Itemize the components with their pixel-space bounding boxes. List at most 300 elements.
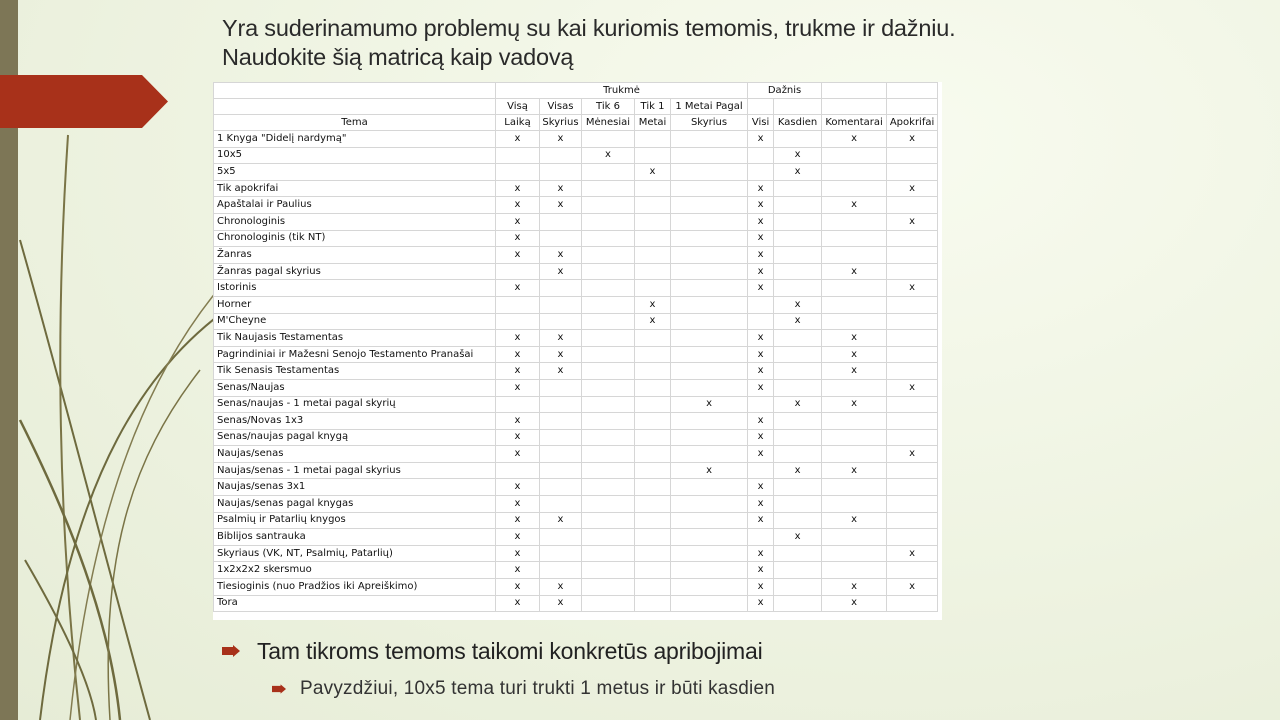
matrix-row: [214, 247, 938, 264]
mark-cell: x: [822, 197, 887, 214]
topic-cell: 1x2x2x2 skersmuo: [214, 562, 496, 579]
mark-cell: x: [635, 296, 671, 313]
mark-cell: [635, 462, 671, 479]
matrix-row: [214, 296, 938, 313]
matrix-row: [214, 280, 938, 297]
mark-cell: [582, 247, 635, 264]
mark-cell: x: [822, 396, 887, 413]
mark-cell: [635, 379, 671, 396]
topic-cell: Naujas/senas pagal knygas: [214, 496, 496, 513]
title-line-2: Naudokite šią matricą kaip vadovą: [222, 44, 574, 70]
matrix-row: [214, 579, 938, 596]
slide-title: [222, 14, 1222, 72]
mark-cell: x: [671, 396, 748, 413]
header-empty-cell: [214, 99, 496, 115]
mark-cell: [582, 562, 635, 579]
mark-cell: [582, 180, 635, 197]
mark-cell: x: [748, 213, 774, 230]
mark-cell: [540, 446, 582, 463]
topic-cell: Žanras pagal skyrius: [214, 263, 496, 280]
mark-cell: [887, 429, 938, 446]
mark-cell: [774, 131, 822, 148]
matrix-table: [213, 82, 938, 612]
mark-cell: [671, 313, 748, 330]
mark-cell: [748, 462, 774, 479]
mark-cell: x: [748, 579, 774, 596]
mark-cell: [540, 280, 582, 297]
topic-cell: M'Cheyne: [214, 313, 496, 330]
mark-cell: x: [496, 512, 540, 529]
column-header: [748, 99, 774, 115]
mark-cell: x: [748, 595, 774, 612]
mark-cell: x: [887, 579, 938, 596]
mark-cell: x: [496, 379, 540, 396]
mark-cell: x: [496, 579, 540, 596]
mark-cell: x: [887, 180, 938, 197]
mark-cell: x: [540, 330, 582, 347]
mark-cell: [887, 512, 938, 529]
mark-cell: x: [540, 363, 582, 380]
mark-cell: [635, 545, 671, 562]
mark-cell: x: [774, 147, 822, 164]
mark-cell: [635, 180, 671, 197]
column-header: Metai: [635, 115, 671, 131]
topic-cell: Senas/naujas pagal knygą: [214, 429, 496, 446]
mark-cell: [671, 363, 748, 380]
matrix-row: [214, 413, 938, 430]
topic-cell: Tiesioginis (nuo Pradžios iki Apreiškimo): [214, 579, 496, 596]
topic-cell: Biblijos santrauka: [214, 529, 496, 546]
mark-cell: [540, 562, 582, 579]
mark-cell: [822, 379, 887, 396]
bullet-text-2: Pavyzdžiui, 10x5 tema turi trukti 1 metus ir būti kasdien: [300, 678, 775, 699]
bullet-item-2: [272, 672, 1222, 706]
mark-cell: [582, 164, 635, 181]
mark-cell: x: [748, 512, 774, 529]
mark-cell: [774, 247, 822, 264]
mark-cell: x: [822, 363, 887, 380]
mark-cell: [540, 396, 582, 413]
mark-cell: x: [496, 280, 540, 297]
mark-cell: [540, 545, 582, 562]
header-row: [214, 115, 938, 131]
mark-cell: [635, 346, 671, 363]
mark-cell: [887, 296, 938, 313]
mark-cell: x: [774, 313, 822, 330]
mark-cell: [887, 413, 938, 430]
mark-cell: [822, 180, 887, 197]
mark-cell: x: [496, 529, 540, 546]
mark-cell: [540, 230, 582, 247]
mark-cell: [540, 379, 582, 396]
mark-cell: [671, 579, 748, 596]
matrix-row: [214, 462, 938, 479]
mark-cell: [582, 330, 635, 347]
mark-cell: [671, 562, 748, 579]
matrix-row: [214, 529, 938, 546]
mark-cell: [635, 429, 671, 446]
mark-cell: [582, 379, 635, 396]
bullet-item-1: [222, 634, 1222, 668]
mark-cell: [671, 379, 748, 396]
mark-cell: x: [540, 180, 582, 197]
column-header: Apokrifai: [887, 115, 938, 131]
topic-cell: 1 Knyga "Didelį nardymą": [214, 131, 496, 148]
mark-cell: [635, 247, 671, 264]
header-group-daznis: Dažnis: [748, 83, 822, 99]
mark-cell: [671, 512, 748, 529]
mark-cell: x: [748, 429, 774, 446]
mark-cell: [635, 363, 671, 380]
mark-cell: [635, 595, 671, 612]
mark-cell: [822, 545, 887, 562]
mark-cell: [671, 529, 748, 546]
column-header: Skyrius: [671, 115, 748, 131]
matrix-row: [214, 429, 938, 446]
mark-cell: [822, 446, 887, 463]
mark-cell: x: [822, 330, 887, 347]
mark-cell: [887, 197, 938, 214]
column-header: Kasdien: [774, 115, 822, 131]
mark-cell: x: [748, 379, 774, 396]
bullet-list: [222, 634, 1222, 706]
mark-cell: x: [496, 413, 540, 430]
mark-cell: [822, 562, 887, 579]
topic-cell: Apaštalai ir Paulius: [214, 197, 496, 214]
mark-cell: [671, 545, 748, 562]
topic-cell: Horner: [214, 296, 496, 313]
mark-cell: x: [748, 413, 774, 430]
mark-cell: [887, 562, 938, 579]
mark-cell: x: [887, 280, 938, 297]
mark-cell: [774, 280, 822, 297]
mark-cell: x: [822, 579, 887, 596]
topic-cell: Naujas/senas 3x1: [214, 479, 496, 496]
mark-cell: [822, 429, 887, 446]
mark-cell: [635, 579, 671, 596]
column-header: Skyrius: [540, 115, 582, 131]
mark-cell: x: [671, 462, 748, 479]
mark-cell: [887, 529, 938, 546]
mark-cell: [748, 296, 774, 313]
matrix-row: [214, 346, 938, 363]
mark-cell: [671, 131, 748, 148]
header-empty-cell: [887, 83, 938, 99]
mark-cell: x: [822, 512, 887, 529]
arrow-bullet-icon: [272, 684, 286, 694]
mark-cell: x: [540, 346, 582, 363]
mark-cell: x: [748, 562, 774, 579]
column-header: Komentarai: [822, 115, 887, 131]
mark-cell: [496, 313, 540, 330]
mark-cell: [671, 330, 748, 347]
mark-cell: x: [496, 595, 540, 612]
mark-cell: [774, 512, 822, 529]
mark-cell: x: [887, 545, 938, 562]
mark-cell: x: [496, 197, 540, 214]
mark-cell: x: [496, 446, 540, 463]
bullet-text-1: Tam tikroms temoms taikomi konkretūs apribojimai: [257, 637, 763, 664]
matrix-row: [214, 562, 938, 579]
mark-cell: [887, 313, 938, 330]
mark-cell: [887, 263, 938, 280]
topic-cell: 5x5: [214, 164, 496, 181]
mark-cell: [496, 296, 540, 313]
mark-cell: [822, 164, 887, 181]
mark-cell: [887, 396, 938, 413]
mark-cell: [582, 213, 635, 230]
mark-cell: [540, 296, 582, 313]
mark-cell: [582, 579, 635, 596]
mark-cell: [822, 247, 887, 264]
mark-cell: [496, 263, 540, 280]
matrix-row: [214, 512, 938, 529]
mark-cell: [774, 263, 822, 280]
matrix-row: [214, 330, 938, 347]
topic-cell: Tora: [214, 595, 496, 612]
matrix-body: [214, 83, 938, 612]
mark-cell: [822, 496, 887, 513]
matrix-row: [214, 379, 938, 396]
header-group-trukme: Trukmė: [496, 83, 748, 99]
mark-cell: [540, 462, 582, 479]
mark-cell: x: [496, 330, 540, 347]
mark-cell: x: [887, 379, 938, 396]
matrix-row: [214, 213, 938, 230]
mark-cell: [887, 462, 938, 479]
mark-cell: x: [774, 462, 822, 479]
mark-cell: [774, 379, 822, 396]
mark-cell: [582, 429, 635, 446]
matrix-row: [214, 446, 938, 463]
mark-cell: [822, 313, 887, 330]
mark-cell: [887, 595, 938, 612]
mark-cell: x: [540, 512, 582, 529]
mark-cell: [774, 363, 822, 380]
mark-cell: x: [887, 131, 938, 148]
mark-cell: [540, 529, 582, 546]
mark-cell: [582, 396, 635, 413]
mark-cell: [774, 446, 822, 463]
mark-cell: x: [774, 529, 822, 546]
mark-cell: [887, 330, 938, 347]
header-group-row: [214, 83, 938, 99]
mark-cell: x: [774, 396, 822, 413]
mark-cell: x: [496, 213, 540, 230]
mark-cell: [748, 313, 774, 330]
mark-cell: [582, 446, 635, 463]
mark-cell: [671, 429, 748, 446]
mark-cell: [540, 479, 582, 496]
arrow-bullet-icon: [222, 645, 240, 657]
mark-cell: x: [496, 131, 540, 148]
mark-cell: [635, 230, 671, 247]
mark-cell: x: [540, 247, 582, 264]
mark-cell: x: [748, 247, 774, 264]
mark-cell: [582, 363, 635, 380]
mark-cell: [635, 280, 671, 297]
mark-cell: [582, 197, 635, 214]
topic-cell: Senas/Naujas: [214, 379, 496, 396]
mark-cell: [887, 496, 938, 513]
mark-cell: [748, 529, 774, 546]
mark-cell: [822, 479, 887, 496]
matrix-row: [214, 197, 938, 214]
header-empty-cell: [214, 83, 496, 99]
mark-cell: [582, 496, 635, 513]
mark-cell: [774, 346, 822, 363]
mark-cell: x: [748, 263, 774, 280]
topic-cell: Senas/naujas - 1 metai pagal skyrių: [214, 396, 496, 413]
topic-cell: Tik Naujasis Testamentas: [214, 330, 496, 347]
column-header: [822, 99, 887, 115]
mark-cell: x: [540, 595, 582, 612]
mark-cell: [774, 429, 822, 446]
mark-cell: [540, 413, 582, 430]
mark-cell: [822, 529, 887, 546]
mark-cell: [582, 313, 635, 330]
mark-cell: x: [496, 562, 540, 579]
mark-cell: [774, 213, 822, 230]
header-tema: Tema: [214, 115, 496, 131]
mark-cell: x: [748, 496, 774, 513]
mark-cell: [540, 313, 582, 330]
mark-cell: [774, 496, 822, 513]
mark-cell: [822, 280, 887, 297]
mark-cell: x: [822, 346, 887, 363]
mark-cell: [671, 247, 748, 264]
topic-cell: Skyriaus (VK, NT, Psalmių, Patarlių): [214, 545, 496, 562]
topic-cell: Naujas/senas: [214, 446, 496, 463]
mark-cell: [582, 296, 635, 313]
mark-cell: [582, 280, 635, 297]
mark-cell: [748, 396, 774, 413]
red-arrow-shape: [0, 75, 168, 128]
matrix-row: [214, 147, 938, 164]
mark-cell: [540, 496, 582, 513]
mark-cell: x: [496, 496, 540, 513]
mark-cell: [774, 579, 822, 596]
mark-cell: x: [748, 230, 774, 247]
matrix-row: [214, 545, 938, 562]
title-line-1: Yra suderinamumo problemų su kai kuriomis temomis, trukme ir dažniu.: [222, 15, 956, 41]
mark-cell: [635, 396, 671, 413]
topic-cell: Žanras: [214, 247, 496, 264]
mark-cell: [671, 197, 748, 214]
mark-cell: [635, 446, 671, 463]
matrix-row: [214, 164, 938, 181]
mark-cell: [774, 562, 822, 579]
mark-cell: x: [748, 131, 774, 148]
column-header: Visi: [748, 115, 774, 131]
topic-cell: Istorinis: [214, 280, 496, 297]
mark-cell: [635, 512, 671, 529]
mark-cell: [496, 147, 540, 164]
mark-cell: [635, 131, 671, 148]
mark-cell: [582, 479, 635, 496]
mark-cell: x: [496, 545, 540, 562]
mark-cell: x: [822, 131, 887, 148]
mark-cell: x: [635, 313, 671, 330]
mark-cell: x: [540, 131, 582, 148]
mark-cell: x: [635, 164, 671, 181]
matrix-row: [214, 131, 938, 148]
mark-cell: [887, 147, 938, 164]
column-header: 1 Metai Pagal: [671, 99, 748, 115]
mark-cell: [774, 595, 822, 612]
mark-cell: x: [748, 330, 774, 347]
mark-cell: [582, 413, 635, 430]
mark-cell: x: [774, 164, 822, 181]
column-header: [887, 99, 938, 115]
topic-cell: Pagrindiniai ir Mažesni Senojo Testamento Pranašai: [214, 346, 496, 363]
header-row: [214, 99, 938, 115]
mark-cell: [887, 247, 938, 264]
mark-cell: [635, 562, 671, 579]
mark-cell: [582, 131, 635, 148]
mark-cell: x: [748, 280, 774, 297]
mark-cell: [540, 164, 582, 181]
topic-cell: Tik Senasis Testamentas: [214, 363, 496, 380]
mark-cell: [774, 197, 822, 214]
topic-cell: Senas/Novas 1x3: [214, 413, 496, 430]
mark-cell: [582, 512, 635, 529]
mark-cell: [635, 147, 671, 164]
column-header: Tik 6: [582, 99, 635, 115]
matrix-row: [214, 313, 938, 330]
matrix-row: [214, 363, 938, 380]
mark-cell: x: [540, 579, 582, 596]
mark-cell: x: [748, 346, 774, 363]
mark-cell: [671, 346, 748, 363]
mark-cell: [635, 213, 671, 230]
topic-cell: Tik apokrifai: [214, 180, 496, 197]
mark-cell: [671, 479, 748, 496]
mark-cell: [822, 230, 887, 247]
mark-cell: [671, 263, 748, 280]
column-header: [774, 99, 822, 115]
mark-cell: [582, 545, 635, 562]
mark-cell: [671, 280, 748, 297]
matrix-row: [214, 230, 938, 247]
mark-cell: x: [822, 263, 887, 280]
mark-cell: x: [887, 213, 938, 230]
mark-cell: [671, 595, 748, 612]
mark-cell: [635, 330, 671, 347]
matrix-row: [214, 496, 938, 513]
mark-cell: x: [496, 479, 540, 496]
mark-cell: [671, 147, 748, 164]
mark-cell: [582, 595, 635, 612]
column-header: Visą: [496, 99, 540, 115]
mark-cell: x: [496, 180, 540, 197]
column-header: Mėnesiai: [582, 115, 635, 131]
mark-cell: x: [496, 429, 540, 446]
mark-cell: x: [582, 147, 635, 164]
matrix-row: [214, 263, 938, 280]
matrix-row: [214, 595, 938, 612]
mark-cell: [582, 346, 635, 363]
mark-cell: [748, 164, 774, 181]
mark-cell: [887, 164, 938, 181]
mark-cell: [774, 180, 822, 197]
mark-cell: x: [748, 446, 774, 463]
topic-cell: 10x5: [214, 147, 496, 164]
mark-cell: [671, 413, 748, 430]
topic-cell: Psalmių ir Patarlių knygos: [214, 512, 496, 529]
mark-cell: [635, 263, 671, 280]
mark-cell: [635, 496, 671, 513]
